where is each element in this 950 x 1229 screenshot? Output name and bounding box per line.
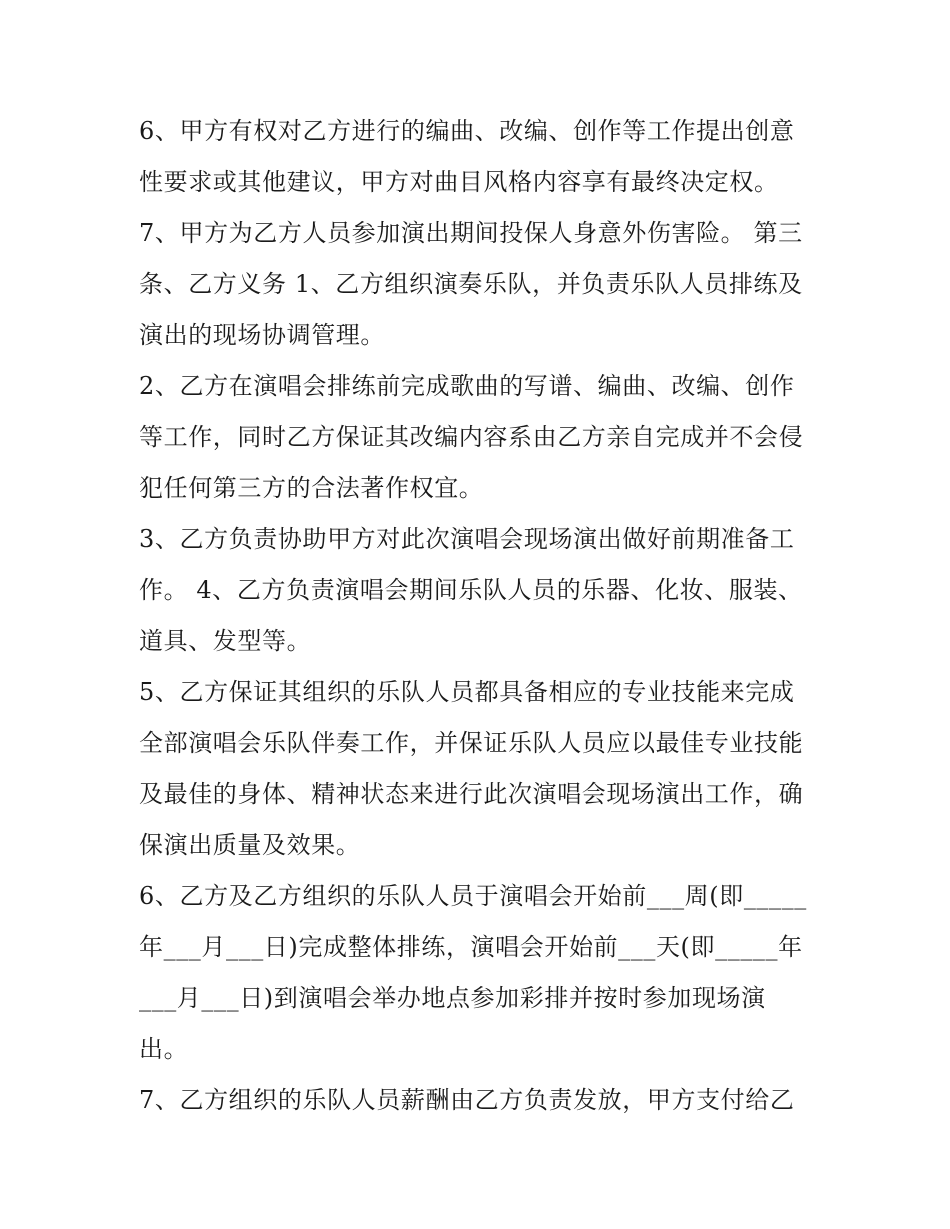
text-line: 条、乙方义务 1、乙方组织演奏乐队，并负责乐队人员排练及 <box>139 270 803 298</box>
text-line: 保演出质量及效果。 <box>139 831 361 859</box>
text-line: 及最佳的身体、精神状态来进行此次演唱会现场演出工作，确 <box>139 780 804 808</box>
text-line: 2、乙方在演唱会排练前完成歌曲的写谱、编曲、改编、创作 <box>139 372 795 400</box>
text-line: 出。 <box>139 1035 189 1063</box>
text-line: 6、乙方及乙方组织的乐队人员于演唱会开始前___周(即_____ <box>139 882 807 910</box>
text-line: 5、乙方保证其组织的乐队人员都具备相应的专业技能来完成 <box>139 678 795 706</box>
text-line: 作。 4、乙方负责演唱会期间乐队人员的乐器、化妆、服装、 <box>139 576 803 604</box>
text-line: ___月___日)到演唱会举办地点参加彩排并按时参加现场演 <box>139 984 766 1012</box>
text-line: 道具、发型等。 <box>139 627 312 655</box>
text-line: 3、乙方负责协助甲方对此次演唱会现场演出做好前期准备工 <box>139 525 795 553</box>
text-line: 7、甲方为乙方人员参加演出期间投保人身意外伤害险。 第三 <box>139 219 803 247</box>
text-line: 犯任何第三方的合法著作权宜。 <box>139 474 484 502</box>
text-line: 全部演唱会乐队伴奏工作，并保证乐队人员应以最佳专业技能 <box>139 729 804 757</box>
document-body <box>139 106 819 1126</box>
text-line: 性要求或其他建议，甲方对曲目风格内容享有最终决定权。 <box>139 168 779 196</box>
text-line: 演出的现场协调管理。 <box>139 321 385 349</box>
text-line: 年___月___日)完成整体排练，演唱会开始前___天(即_____年 <box>139 933 803 961</box>
text-line: 7、乙方组织的乐队人员薪酬由乙方负责发放，甲方支付给乙 <box>139 1086 795 1114</box>
text-line: 等工作，同时乙方保证其改编内容系由乙方亲自完成并不会侵 <box>139 423 804 451</box>
text-line: 6、甲方有权对乙方进行的编曲、改编、创作等工作提出创意 <box>139 117 795 145</box>
